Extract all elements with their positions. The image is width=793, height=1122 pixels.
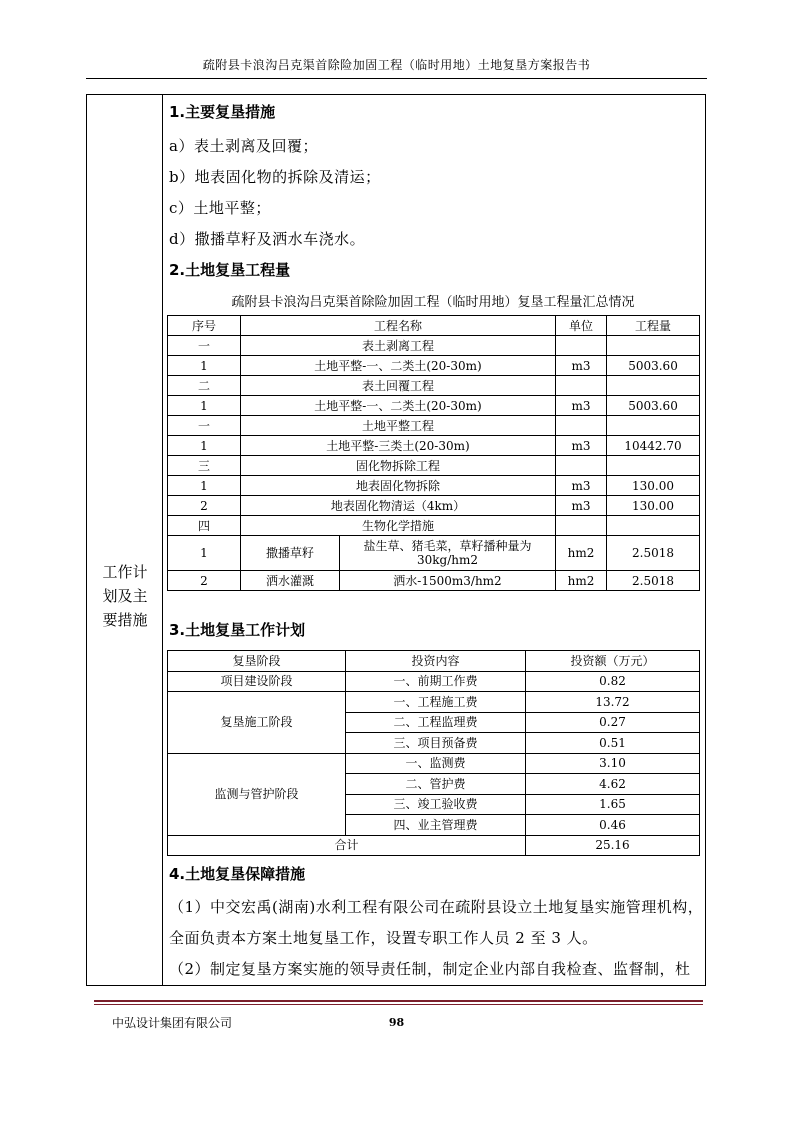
table-row: [168, 356, 700, 376]
cell-no: 2: [168, 571, 241, 591]
table-row: [168, 753, 700, 774]
table-row: [168, 496, 700, 516]
cell-name: 土地平整-三类土(20-30m): [241, 436, 556, 456]
col-header-unit: 单位: [556, 316, 607, 336]
cell-no: 1: [168, 476, 241, 496]
cell-unit: m3: [556, 396, 607, 416]
quantity-table: [167, 315, 700, 591]
cell-unit: [556, 376, 607, 396]
cell-content: 二、管护费: [346, 774, 526, 795]
cell-content: 一、前期工作费: [346, 671, 526, 692]
section3-heading: 3.土地复垦工作计划: [169, 621, 306, 639]
cell-no: 1: [168, 356, 241, 376]
left-column-label: [87, 560, 163, 632]
cell-amount: 0.46: [526, 815, 700, 836]
section2-heading: 2.土地复垦工程量: [169, 261, 291, 279]
cell-qty: [607, 456, 700, 476]
cell-name: 土地平整-一、二类土(20-30m): [241, 396, 556, 416]
cell-no: 1: [168, 396, 241, 416]
cell-no: 1: [168, 436, 241, 456]
cell-stage: 监测与管护阶段: [168, 753, 346, 835]
cell-qty: 2.5018: [607, 536, 700, 571]
cell-content: 三、项目预备费: [346, 733, 526, 754]
col-header-amount: 投资额（万元）: [526, 651, 700, 672]
cell-unit: m3: [556, 476, 607, 496]
table-header-row: [168, 651, 700, 672]
footer-divider-thin: [94, 1004, 703, 1005]
cell-qty: 5003.60: [607, 356, 700, 376]
footer-divider: [94, 1000, 703, 1002]
cell-total-label: 合计: [168, 835, 526, 856]
left-column: [87, 95, 163, 985]
page-header-title: 疏附县卡浪沟吕克渠首除险加固工程（临时用地）土地复垦方案报告书: [202, 58, 591, 72]
left-label-line2: 划及主: [102, 587, 148, 605]
cell-detail: 盐生草、猪毛菜，草籽播种量为30kg/hm2: [340, 536, 556, 571]
cell-stage: 复垦施工阶段: [168, 692, 346, 754]
cell-qty: 130.00: [607, 476, 700, 496]
cell-name: 土地平整-一、二类土(20-30m): [241, 356, 556, 376]
cell-no: 2: [168, 496, 241, 516]
section4-heading: 4.土地复垦保障措施: [169, 865, 306, 883]
cell-unit: m3: [556, 496, 607, 516]
table-row: [168, 416, 700, 436]
cell-amount: 3.10: [526, 753, 700, 774]
col-header-name: 工程名称: [241, 316, 556, 336]
table1-caption: 疏附县卡浪沟吕克渠首除险加固工程（临时用地）复垦工程量汇总情况: [231, 295, 635, 310]
cell-unit: [556, 416, 607, 436]
cell-name: 固化物拆除工程: [241, 456, 556, 476]
measure-item: c）土地平整；: [169, 199, 271, 217]
cell-no: 一: [168, 416, 241, 436]
header-divider: [86, 78, 707, 79]
cell-no: 三: [168, 456, 241, 476]
cell-amount: 0.51: [526, 733, 700, 754]
paragraph-line: （2）制定复垦方案实施的领导责任制，制定企业内部自我检查、监督制，杜: [169, 960, 691, 978]
cell-qty: 5003.60: [607, 396, 700, 416]
measure-item: b）地表固化物的拆除及清运；: [169, 168, 381, 186]
cell-unit: m3: [556, 436, 607, 456]
cell-name: 土地平整工程: [241, 416, 556, 436]
cell-name: 生物化学措施: [241, 516, 556, 536]
cell-total-amount: 25.16: [526, 835, 700, 856]
col-header-content: 投资内容: [346, 651, 526, 672]
table-row: [168, 536, 700, 571]
cell-no: 一: [168, 336, 241, 356]
cell-amount: 13.72: [526, 692, 700, 713]
cell-content: 二、工程监理费: [346, 712, 526, 733]
section1-heading: 1.主要复垦措施: [169, 103, 276, 121]
cell-qty: 130.00: [607, 496, 700, 516]
cell-qty: [607, 336, 700, 356]
cell-no: 二: [168, 376, 241, 396]
cell-unit: [556, 336, 607, 356]
col-header-stage: 复垦阶段: [168, 651, 346, 672]
table-row: [168, 336, 700, 356]
cell-qty: [607, 416, 700, 436]
main-frame: [86, 94, 706, 986]
cell-content: 三、竣工验收费: [346, 794, 526, 815]
cell-name: 表土剥离工程: [241, 336, 556, 356]
table-row: [168, 516, 700, 536]
cell-name: 地表固化物拆除: [241, 476, 556, 496]
cell-stage: 项目建设阶段: [168, 671, 346, 692]
cell-unit: hm2: [556, 536, 607, 571]
measure-item: d）撒播草籽及洒水车浇水。: [169, 230, 366, 248]
left-label-line1: 工作计: [102, 563, 148, 581]
table-row: [168, 376, 700, 396]
table-header-row: [168, 316, 700, 336]
cell-detail: 洒水-1500m3/hm2: [340, 571, 556, 591]
footer-company: 中弘设计集团有限公司: [112, 1016, 233, 1030]
total-row: [168, 835, 700, 856]
table-row: [168, 671, 700, 692]
cell-qty: 2.5018: [607, 571, 700, 591]
cell-no: 四: [168, 516, 241, 536]
table-row: [168, 571, 700, 591]
cell-name: 表土回覆工程: [241, 376, 556, 396]
table-row: [168, 476, 700, 496]
cell-name: 洒水灌溉: [241, 571, 340, 591]
table-row: [168, 436, 700, 456]
measure-item: a）表土剥离及回覆；: [169, 137, 318, 155]
cell-content: 一、工程施工费: [346, 692, 526, 713]
cell-name: 地表固化物清运（4km）: [241, 496, 556, 516]
cell-amount: 0.27: [526, 712, 700, 733]
col-header-qty: 工程量: [607, 316, 700, 336]
cell-no: 1: [168, 536, 241, 571]
cell-unit: m3: [556, 356, 607, 376]
left-label-line3: 要措施: [102, 611, 148, 629]
cell-qty: [607, 516, 700, 536]
col-header-no: 序号: [168, 316, 241, 336]
work-plan-table: [167, 650, 700, 856]
cell-content: 一、监测费: [346, 753, 526, 774]
table-row: [168, 692, 700, 713]
page-number: 98: [388, 1016, 405, 1029]
paragraph-line: 全面负责本方案土地复垦工作，设置专职工作人员 2 至 3 人。: [169, 929, 598, 947]
cell-unit: [556, 516, 607, 536]
cell-amount: 0.82: [526, 671, 700, 692]
table-row: [168, 456, 700, 476]
cell-amount: 1.65: [526, 794, 700, 815]
paragraph-line: （1）中交宏禹(湖南)水利工程有限公司在疏附县设立土地复垦实施管理机构，: [169, 898, 704, 916]
cell-qty: 10442.70: [607, 436, 700, 456]
cell-amount: 4.62: [526, 774, 700, 795]
cell-qty: [607, 376, 700, 396]
cell-unit: [556, 456, 607, 476]
cell-unit: hm2: [556, 571, 607, 591]
cell-content: 四、业主管理费: [346, 815, 526, 836]
cell-name: 撒播草籽: [241, 536, 340, 571]
table-row: [168, 396, 700, 416]
